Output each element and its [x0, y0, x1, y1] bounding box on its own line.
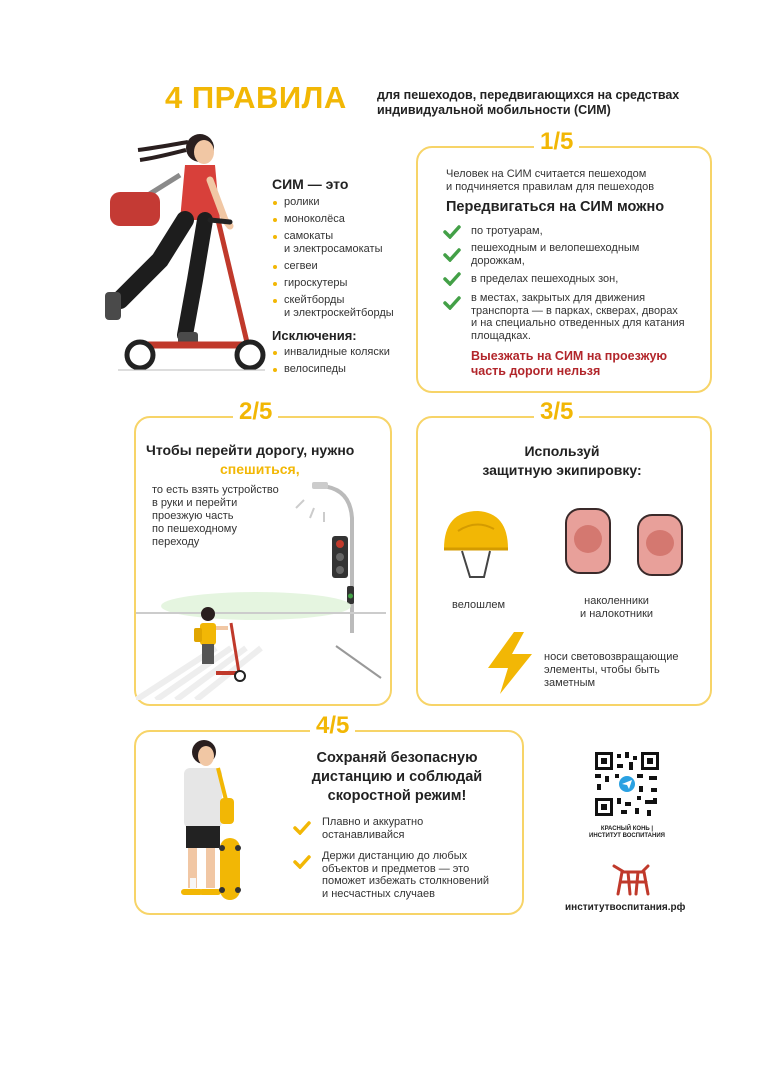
reflective-text: носи световозвращающие элементы, чтобы быть заметным [544, 651, 679, 689]
rule2-text: то есть взять устройство в руки и перейти проезжую часть по пешеходному переходу [152, 484, 279, 548]
pads-label: наколенники и налокотники [580, 595, 654, 620]
rule1-warning: Выезжать на СИМ на проезжую часть дороги нельзя [471, 349, 668, 378]
knee-pads-icon [560, 505, 690, 580]
allowed-item: пешеходным и велопешеходным дорожкам, [471, 242, 640, 267]
qr-code-icon[interactable] [593, 750, 661, 818]
lightning-icon [484, 630, 536, 696]
list-item: сегвеи [272, 260, 412, 273]
qr-caption: КРАСНЫЙ КОНЬ | ИНСТИТУТ ВОСПИТАНИЯ [589, 826, 665, 839]
check-icon [443, 248, 461, 262]
allowed-item: в местах, закрытых для движения транспорта — в парках, скверах, дворах и на специально отведенных для катания площадках. [471, 292, 685, 342]
rule4-item: Держи дистанцию до любых объектов и предметов — это поможет избежать столкновений и несчастных случаев [322, 850, 490, 900]
sim-list [272, 196, 412, 320]
allowed-item: в пределах пешеходных зон, [471, 273, 619, 285]
helmet-icon [440, 505, 512, 580]
sim-heading: СИМ — это [272, 176, 349, 192]
helmet-label: велошлем [452, 599, 506, 611]
list-item: гироскутеры [272, 277, 412, 290]
red-horse-logo [608, 862, 652, 898]
rule2-number: 2/5 [233, 398, 278, 426]
rule2-heading: Чтобы перейти дорогу, нужно [146, 442, 355, 458]
check-icon [443, 296, 461, 310]
list-item: ролики [272, 196, 412, 209]
list-item: самокаты и электросамокаты [272, 230, 412, 256]
page-title: 4 ПРАВИЛА [165, 80, 347, 115]
rule3-number: 3/5 [534, 398, 579, 426]
exceptions-heading: Исключения: [272, 328, 357, 343]
list-item: скейтборды и электроскейтборды [272, 294, 412, 320]
rule1-intro: Человек на СИМ считается пешеходом и подчиняется правилам для пешеходов [446, 168, 655, 193]
girl-scooter-illustration [100, 120, 270, 375]
check-icon [443, 225, 461, 239]
check-icon [293, 821, 311, 835]
rule4-item: Плавно и аккуратно останавливайся [322, 816, 424, 841]
rule4-number: 4/5 [310, 712, 355, 740]
skateboarder-illustration [170, 738, 250, 906]
sim-definition [272, 176, 412, 380]
page-subtitle: для пешеходов, передвигающихся на средствах индивидуальной мобильности (СИМ) [377, 88, 680, 117]
list-item: инвалидные коляски [272, 346, 412, 359]
rule1-heading: Передвигаться на СИМ можно [446, 199, 665, 215]
list-item: велосипеды [272, 363, 412, 376]
allowed-item: по тротуарам, [471, 225, 543, 237]
rule2-highlight: спешиться, [220, 461, 300, 477]
crossing-illustration [136, 478, 386, 700]
exceptions-list [272, 346, 412, 376]
rule1-number: 1/5 [534, 128, 579, 156]
check-icon [293, 855, 311, 869]
check-icon [443, 272, 461, 286]
rule3-heading: Используй защитную экипировку: [482, 443, 642, 478]
list-item: моноколёса [272, 213, 412, 226]
rule4-heading: Сохраняй безопасную дистанцию и соблюдай скоростной режим! [311, 750, 483, 804]
site-link[interactable]: институтвоспитания.рф [565, 902, 686, 913]
